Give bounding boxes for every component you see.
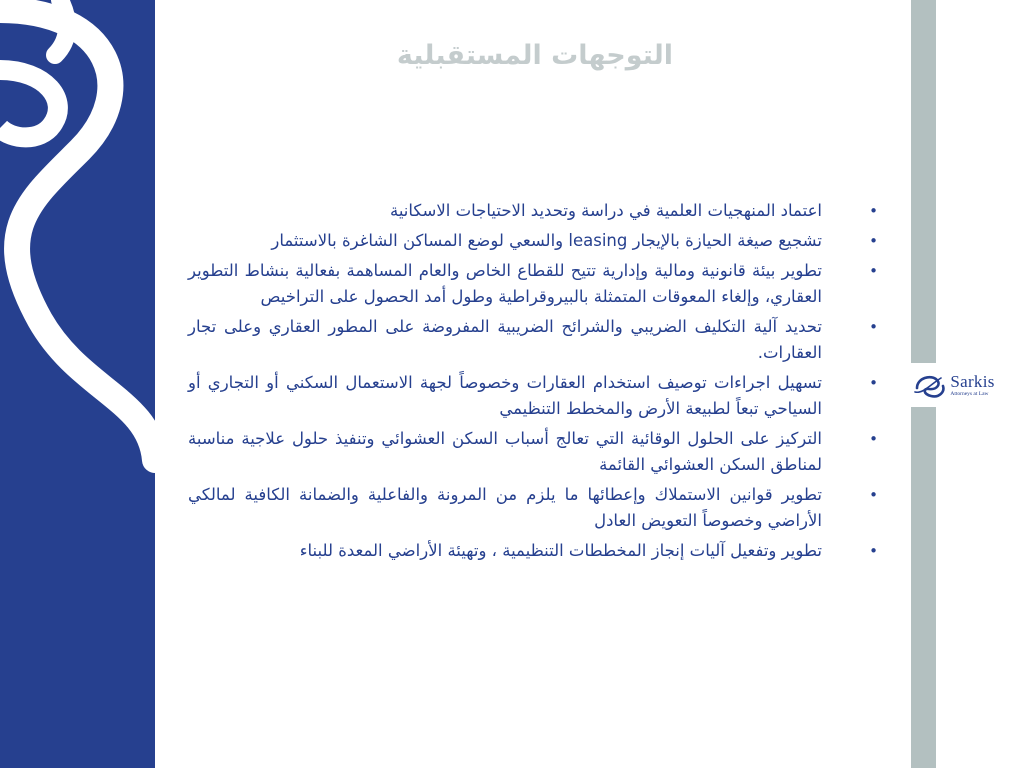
logo-name: Sarkis: [950, 371, 995, 391]
list-item-text: اعتماد المنهجيات العلمية في دراسة وتحديد الاحتياجات الاسكانية: [389, 201, 822, 220]
list-item: [188, 426, 888, 478]
list-item: [188, 314, 888, 366]
slide-title: التوجهات المستقبلية: [396, 40, 674, 71]
bullet-dot-icon: •: [869, 262, 878, 280]
list-item: [188, 538, 888, 564]
bullet-dot-icon: •: [869, 202, 878, 220]
bullet-dot-icon: •: [869, 318, 878, 336]
sarkis-logo-mark-icon: [913, 370, 947, 400]
list-item-text: تسهيل اجراءات توصيف استخدام العقارات وخصوصاً لجهة الاستعمال السكني أو التجاري أو السياحي تبعاً لطبيعة الأرض والمخطط التنظيمي: [188, 373, 822, 418]
bullet-dot-icon: •: [869, 232, 878, 250]
list-item-text: التركيز على الحلول الوقائية التي تعالج أسباب السكن العشوائي وتنفيذ حلول علاجية مناسبة لمناطق السكن العشوائي القائمة: [188, 429, 822, 474]
list-item-text: تشجيع صيغة الحيازة بالإيجار leasing والسعي لوضع المساكن الشاغرة بالاستثمار: [271, 231, 822, 250]
decorative-left-panel: [0, 0, 155, 768]
company-logo: [898, 363, 1010, 407]
list-item-text: تحديد آلية التكليف الضريبي والشرائح الضريبية المفروضة على المطور العقاري وعلى تجار العقارات.: [188, 317, 822, 362]
list-item: [188, 482, 888, 534]
bullet-list-container: [188, 198, 888, 568]
bullet-dot-icon: •: [869, 486, 878, 504]
logo-tagline: Attorneys at Law: [950, 390, 989, 397]
bullet-dot-icon: •: [869, 374, 878, 392]
list-item: [188, 228, 888, 254]
list-item-text: تطوير بيئة قانونية ومالية وإدارية تتيح للقطاع الخاص والعام المساهمة بفعالية بنشاط التطوير العقاري، وإلغاء المعوقات المتمثلة بالبيروقراطية وطول أمد الحصول على التراخيص: [188, 261, 822, 306]
bullet-dot-icon: •: [869, 542, 878, 560]
bullet-list: [188, 198, 888, 564]
list-item: [188, 198, 888, 224]
list-item-text: تطوير قوانين الاستملاك وإعطائها ما يلزم من المرونة والفاعلية والضمانة الكافية لمالكي الأراضي وخصوصاً التعويض العادل: [188, 485, 822, 530]
list-item: [188, 370, 888, 422]
bullet-dot-icon: •: [869, 430, 878, 448]
list-item-text: تطوير وتفعيل آليات إنجاز المخططات التنظيمية ، وتهيئة الأراضي المعدة للبناء: [299, 541, 822, 560]
ornament-swirl-icon: [0, 0, 155, 768]
list-item: [188, 258, 888, 310]
